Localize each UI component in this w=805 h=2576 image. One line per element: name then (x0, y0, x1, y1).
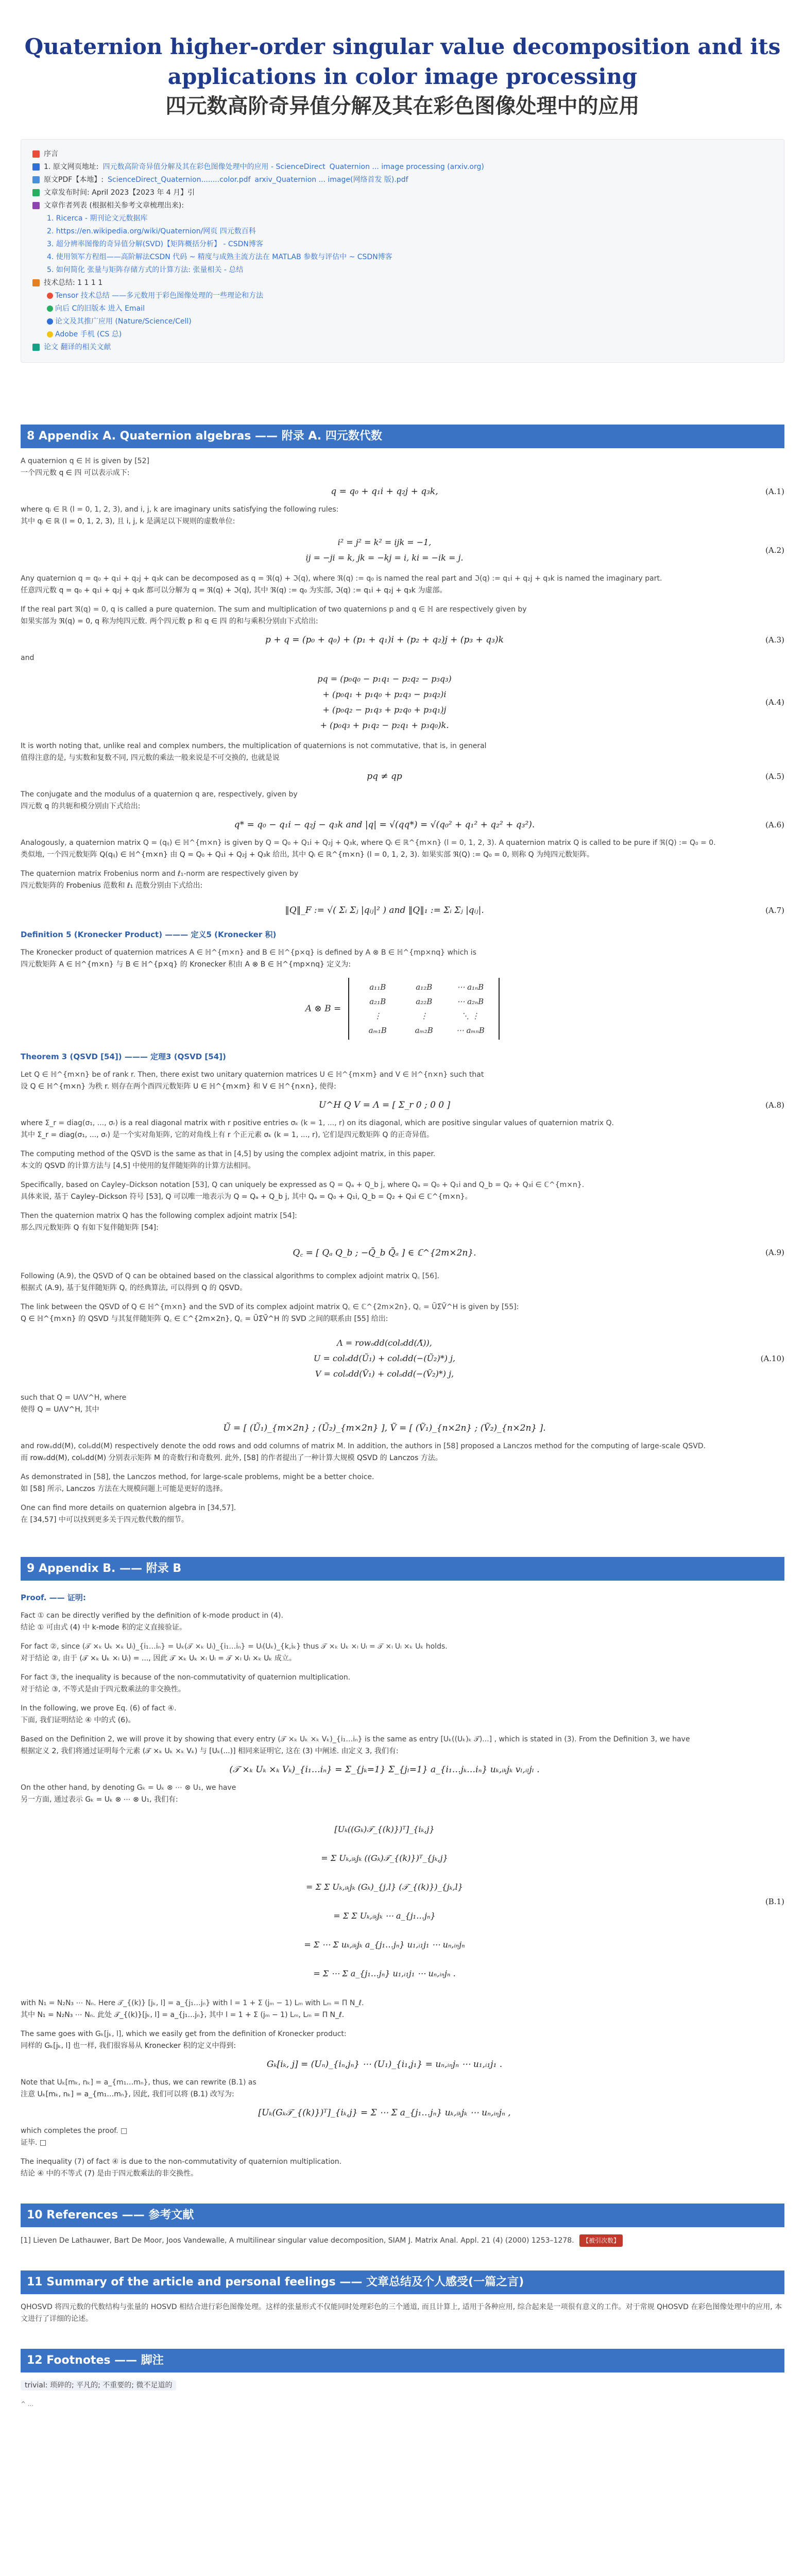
para-en: One can find more details on quaternion algebra in [34,57]. (21, 1504, 236, 1512)
para-zh: 对于结论 ③, 不等式是由于四元数乘法的非交换性。 (21, 1685, 185, 1693)
para-en: The same goes with Gₖ[jₖ, l], which we easily get from the definition of Kronecker product: (21, 2030, 347, 2038)
calendar-icon (32, 189, 40, 196)
para-zh: 注意 Uₖ[mₖ, nₖ] = a_{m₁…mₙ}, 因此, 我们可以将 (B.1) 改写为: (21, 2090, 234, 2098)
para-en: The computing method of the QSVD is the same as that in [4,5] by using the complex adjoint matrix, in this paper. (21, 1150, 436, 1158)
para-en: Following (A.9), the QSVD of Q can be obtained based on the classical algorithms to complex adjoint matrix Q꜀ [56]. (21, 1272, 439, 1280)
equation-line: = Σ ⋯ Σ uₖ,ᵢₖjₖ a_{j₁…jₙ} u₁,ᵢ₁j₁ ⋯ uₙ,ᵢₙjₙ (304, 1940, 465, 1950)
paragraph (21, 1301, 784, 1325)
para-en: Then the quaternion matrix Q has the following complex adjoint matrix [54]: (21, 1212, 297, 1220)
paragraph (21, 1641, 784, 1665)
paragraph (21, 740, 784, 764)
para-en: which completes the proof. □ (21, 2127, 128, 2135)
matrix-cell: a₁₂B (416, 982, 433, 992)
matrix-cell: ⋮ (420, 1011, 428, 1021)
info-item[interactable]: 4. 使用领军方程组——高阶解法CSDN 代码 ~ 精度与成熟主流方法在 MATLAB 参数与评估中 ~ CSDN博客 (47, 253, 392, 261)
paragraph (21, 1672, 784, 1696)
para-en: where Σ_r = diag(σ₁, ..., σᵣ) is a real diagonal matrix with r positive entries σₖ (k = 1, ..., r) on its diagonal, which are positive singular values of quaternion matrix Q. (21, 1119, 614, 1127)
star-icon (32, 279, 40, 286)
para-en: It is worth noting that, unlike real and complex numbers, the multiplication of quaternions is not commutative, that is, in general (21, 742, 487, 750)
para-en: For fact ③, the inequality is because of the non-commutativity of quaternion multiplication. (21, 1673, 351, 1682)
equation-body (21, 1335, 748, 1382)
para-en: The conjugate and the modulus of a quaternion q are, respectively, given by (21, 790, 298, 799)
paragraph (21, 1471, 784, 1495)
summary-label: 技术总结: 1 1 1 1 (44, 279, 103, 287)
para-en: Let Q ∈ ℍ^{m×n} be of rank r. Then, there exist two unitary quaternion matrices U ∈ ℍ^{m×m} and V ∈ ℍ^{n×n} such that (21, 1071, 484, 1079)
reference-item (21, 2234, 784, 2247)
info-row-2 (32, 174, 773, 187)
dot-icon (47, 318, 53, 325)
paragraph (21, 1392, 784, 1416)
matrix-cell: aₘ₁B (368, 1026, 387, 1035)
summary-item[interactable]: 论文及其推广应用 (Nature/Science/Cell) (55, 317, 192, 326)
info-row-2-label: 原文PDF【本地】: (44, 176, 104, 184)
kronecker-matrix (348, 978, 500, 1040)
paragraph (21, 504, 784, 528)
equation-number: (A.8) (765, 1100, 784, 1110)
para-en: Any quaternion q = q₀ + q₁i + q₂j + q₃k can be decomposed as q = ℜ(q) + ℑ(q), where ℜ(q) := q₀ is named the real part and ℑ(q) := q₁i + q₂j + q₃k is named the imaginary part. (21, 574, 662, 583)
reference-text: [1] Lieven De Lathauwer, Bart De Moor, Joos Vandewalle, A multilinear singular value decomposition, SIAM J. Matrix Anal. Appl. 21 (4) (2000) 1253–1278. (21, 2236, 574, 2245)
para-zh: 一个四元数 q ∈ 四 可以表示成下: (21, 469, 130, 477)
equation-number: (A.7) (765, 906, 784, 915)
para-zh: 本文的 QSVD 的计算方法与 [4,5] 中使用的复伴随矩阵的计算方法相同。 (21, 1162, 255, 1170)
para-zh: 如果实部为 ℜ(q) = 0, q 称为纯四元数. 两个四元数 p 和 q ∈ 四 的和与乘积分别由下式给出: (21, 617, 318, 625)
equation-number: (A.10) (760, 1354, 784, 1363)
equation-number: (A.2) (765, 546, 784, 555)
publish-date: 文章发布时间: April 2023【2023 年 4 月】引 (44, 189, 195, 197)
para-zh: Q ∈ ℍ^{m×n} 的 QSVD 与其复伴随矩阵 Q꜀ ∈ ℂ^{2m×2n}, Q꜀ = ŨΣ̃Ṽ^H 的 SVD 之间的联系由 [55] 给出: (21, 1315, 388, 1323)
para-zh: 证毕. □ (21, 2139, 47, 2147)
equation-body: (𝒯 ×ₖ Uₖ ×ₖ Vₖ)_{i₁…iₙ} = Σ_{jₖ=1} Σ_{jₗ=1} a_{i₁…jₖ…iₙ} uₖ,ᵢₖjₖ vₗ,ᵢₗjₗ . (229, 1765, 540, 1775)
equation-line: = Σ Uₖ,ᵢₖjₖ ((Gₖ)𝒯_{(k)})ᵀ_{jₖ,j} (321, 1853, 448, 1863)
para-zh: 结论 ① 可由式 (4) 中 k-mode 积的定义直接验证。 (21, 1623, 186, 1632)
footnote-item (21, 2380, 784, 2392)
equation-number: (A.5) (765, 772, 784, 781)
para-zh: 四元数 q 的共轭和模分别由下式给出: (21, 802, 141, 810)
equation-a6 (21, 820, 784, 830)
footnotes-title: 12 Footnotes —— 脚注 (21, 2349, 784, 2372)
para-zh: 其中 Σ_r = diag(σ₁, ..., σᵣ) 是一个实对角矩阵, 它的对角线上有 r 个正元素 σₖ (k = 1, ..., r), 它们是四元数矩阵 Q 的正奇异值。 (21, 1131, 434, 1139)
info-row-final (32, 341, 773, 354)
para-zh: 结论 ④ 中的不等式 (7) 是由于四元数乘法的非交换性。 (21, 2170, 198, 2178)
summary-item[interactable]: 向后 C的旧版本 进入 Email (55, 304, 145, 313)
info-row-3 (32, 187, 773, 199)
info-row-1 (32, 161, 773, 174)
para-en: Based on the Definition 2, we will prove it by showing that every entry (𝒯 ×ₖ Uₖ ×ₖ Vₖ)_{i₁…iₙ} is the same as entry [Uₖ((Uₖ)ₖ 𝒯)...] , which is stated in (3). From the Definition 3, we have (21, 1735, 690, 1743)
matrix-cell: aₘ₂B (415, 1026, 433, 1035)
info-box (21, 139, 784, 363)
summary-title: 11 Summary of the article and personal feelings —— 文章总结及个人感受(一篇之言) (21, 2270, 784, 2294)
para-en: Fact ① can be directly verified by the definition of k-mode product in (4). (21, 1612, 283, 1620)
para-zh: 四元数矩阵的 Frobenius 范数和 ℓ₁ 范数分别由下式给出: (21, 882, 203, 890)
summary-item[interactable]: Adobe 手机 (CS 总) (55, 330, 122, 338)
paragraph (21, 1148, 784, 1172)
definition-title: Definition 5 (Kronecker Product) ——— 定义5 (Kronecker 积) (21, 930, 277, 939)
equation-a9 (21, 1246, 784, 1258)
paragraph (21, 837, 784, 861)
paragraph (21, 1270, 784, 1294)
equation-b-main (21, 1765, 784, 1775)
title-zh: 四元数高阶奇异值分解及其在彩色图像处理中的应用 (165, 94, 640, 118)
equation-line: Λ = rowₒdd(colₒdd(Λ̃)), (337, 1338, 432, 1348)
equation-body: p + q = (p₀ + q₀) + (p₁ + q₁)i + (p₂ + q₂)j + (p₃ + q₃)k (265, 635, 504, 645)
para-zh: 设 Q ∈ ℍ^{m×n} 为秩 r. 则存在两个酉四元数矩阵 U ∈ ℍ^{m×m} 和 V ∈ ℍ^{n×n}, 使得: (21, 1082, 336, 1091)
para-zh: 根据定义 2, 我们将通过证明每个元素 (𝒯 ×ₖ Uₖ ×ₖ Vₖ) 与 [Uₖ(...)] 相同来证明它, 这在 (3) 中阐述. 由定义 3, 我们有: (21, 1747, 399, 1755)
equation-line: + (p₀q₁ + p₁q₀ + p₂q₃ − p₃q₂)i (322, 689, 447, 699)
paragraph (21, 455, 784, 479)
info-item[interactable]: 5. 如何简化 张量与矩阵存储方式的计算方法: 张量相关 - 总结 (47, 266, 244, 274)
equation-body: Ũ = [ (Ũ₁)_{m×2n} ; (Ũ₂)_{m×2n} ], Ṽ = [ (Ṽ₁)_{n×2n} ; (Ṽ₂)_{n×2n} ]. (223, 1423, 546, 1433)
para-en: The link between the QSVD of Q ∈ ℍ^{m×n} and the SVD of its complex adjoint matrix Q꜀ ∈ ℂ^{2m×2n}, Q꜀ = ŨΣ̃Ṽ^H is given by [55]: (21, 1303, 519, 1311)
authors-label: 文章作者列表 (根据相关参考文章梳理出来): (44, 201, 184, 210)
paragraph (21, 1610, 784, 1634)
equation-a4 (21, 671, 784, 733)
summary-items (32, 290, 773, 341)
link-icon (32, 163, 40, 171)
equation-line: ij = −ji = k, jk = −kj = i, ki = −ik = j. (305, 553, 464, 563)
para-zh: 根据式 (A.9), 基于复伴随矩阵 Q꜀ 的经典算法, 可以得到 Q 的 QSVD。 (21, 1284, 247, 1292)
equation-line: + (p₀q₃ + p₁q₂ − p₂q₁ + p₃q₀)k. (320, 720, 449, 730)
matrix-cell: ⋱ ⋮ (461, 1011, 479, 1021)
equation-a1 (21, 486, 784, 497)
para-en: On the other hand, by denoting Gₖ = Uₖ ⊗ ⋯ ⊗ U₁, we have (21, 1784, 236, 1792)
equation-number: (A.9) (765, 1247, 784, 1257)
matrix-cell: a₂₂B (416, 997, 433, 1006)
equation-line: = Σ ⋯ Σ a_{j₁…jₙ} u₁,ᵢ₁j₁ ⋯ uₙ,ᵢₙjₙ . (313, 1969, 456, 1978)
equation-number: (A.4) (765, 698, 784, 707)
equation-a11 (21, 1423, 784, 1433)
paragraph (21, 1703, 784, 1726)
equation-a10 (21, 1335, 784, 1382)
para-zh: 同样的 Gₖ[jₖ, l] 也一样, 我们很容易从 Kronecker 积的定义中得到: (21, 2042, 236, 2050)
para-en: For fact ②, since (𝒯 ×ₖ Uₖ ×ₖ Uₗ)_{i₁…iₙ} = Uₖ(𝒯 ×ₖ Uₗ)_{i₁…iₙ} = Uₗ(Uₖ)_{k,iₖ} thus 𝒯 ×ₖ Uₖ ×ₗ Uₗ = 𝒯 ×ₗ Uₗ ×ₖ Uₖ holds. (21, 1642, 448, 1651)
paragraph (21, 789, 784, 812)
equation-body: [Uₖ(Gₖ𝒯_{(k)})ᵀ]_{iₖ,j} = Σ ⋯ Σ a_{j₁…jₙ} uₖ,ᵢₖjₖ ⋯ uₙ,ᵢₙjₙ , (258, 2108, 511, 2118)
para-zh: 其中 N₁ = N₂N₃ ⋯ Nₙ. 此处 𝒯_{(k)}[jₖ, l] = a_{j₁…jₙ}, 其中 l = 1 + Σ (jₘ − 1) Lₘ, Lₘ = Π N_ℓ. (21, 2011, 345, 2019)
info-items (32, 212, 773, 277)
para-en: If the real part ℜ(q) = 0, q is called a pure quaternion. The sum and multiplication of two quaternions p and q ∈ ℍ are respectively given by (21, 605, 527, 614)
paragraph (21, 1997, 784, 2021)
paragraph (21, 947, 784, 971)
info-label-row (32, 148, 773, 161)
paragraph (21, 1440, 784, 1464)
matrix-cell: a₁₁B (369, 982, 386, 992)
info-label: 序言 (44, 150, 58, 158)
footnotes-section (21, 2349, 784, 2409)
paragraph (21, 1210, 784, 1234)
para-zh: 其中 qᵢ ∈ ℝ (l = 0, 1, 2, 3), 且 i, j, k 是满足以下规则的虚数单位: (21, 517, 235, 526)
footnote-text: trivial: 琐碎的; 平凡的; 不重要的; 微不足道的 (21, 2380, 176, 2391)
para-en: and rowₒdd(M), colₒdd(M) respectively denote the odd rows and odd columns of matrix M. In addition, the authors in [58] proposed a Lanczos method for the computing of large-scale QSVD. (21, 1442, 706, 1450)
para-zh: 那么四元数矩阵 Q 有如下复伴随矩阵 [54]: (21, 1224, 159, 1232)
article-content (21, 0, 784, 2409)
paragraph (21, 868, 784, 892)
paragraph (21, 1069, 784, 1093)
equation-line: V = colₒdd(Ṽ₁) + colₒdd(−(Ṽ₂)*) j, (315, 1369, 454, 1379)
kronecker-equation (21, 978, 784, 1040)
para-en: The quaternion matrix Frobenius norm and ℓ₁-norm are respectively given by (21, 870, 299, 878)
para-zh: 值得注意的是, 与实数和复数不同, 四元数的乘法一般来说是不可交换的, 也就是说 (21, 754, 280, 762)
equation-line: U = colₒdd(Ũ₁) + colₒdd(−(Ũ₂)*) j, (313, 1353, 456, 1363)
para-en: A quaternion q ∈ ℍ is given by [52] (21, 457, 149, 465)
equation-body: ‖Q‖_F := √( Σᵢ Σⱼ |qᵢⱼ|² ) and ‖Q‖₁ := Σᵢ Σⱼ |qᵢⱼ|. (285, 905, 484, 916)
para-zh: 具体来说, 基于 Cayley–Dickson 符号 [53], Q 可以唯一地表示为 Q = Qₐ + Q_b j, 其中 Qₐ = Q₀ + Q₁i, Q_b = Q₂ + Q₃i ∈ ℂ^{m×n}。 (21, 1193, 472, 1201)
para-en: The inequality (7) of fact ④ is due to the non-commutativity of quaternion multiplication. (21, 2158, 342, 2166)
footnote-line-2: ^ ... (21, 2400, 34, 2408)
source-link[interactable]: 四元数高阶奇异值分解及其在彩色图像处理中的应用 - ScienceDirect (102, 163, 326, 171)
info-item[interactable]: 1. Ricerca - 期刊论文元数据库 (47, 214, 148, 223)
para-zh: 类似地, 一个四元数矩阵 Q(qᵢⱼ) ∈ ℍ^{m×n} 由 Q = Q₀ + Q₁i + Q₂j + Q₃k 给出, 其中 Qₗ ∈ ℝ^{m×n} (l = 0, 1, 2, 3). 如果实部 ℜ(Q) := Q₀ = 0, 则称 Q 为纯四元数矩阵。 (21, 851, 594, 859)
equation-b4 (21, 2108, 784, 2118)
equation-line: = Σ Σ Uₖ,ᵢₖjₖ ⋯ a_{j₁…jₙ} (333, 1911, 436, 1921)
paragraph (21, 1179, 784, 1203)
info-row-summary (32, 277, 773, 290)
para-zh: 如 [58] 所示, Lanczos 方法在大规模问题上可能是更好的选择。 (21, 1485, 228, 1493)
equation-b3 (21, 2059, 784, 2070)
theorem-title: Theorem 3 (QSVD [54]) ——— 定理3 (QSVD [54]) (21, 1052, 226, 1061)
pdf-icon (32, 176, 40, 183)
summary-item[interactable]: Tensor 技术总结 ——多元数用于彩色图像处理的一些理论和方法 (55, 292, 264, 300)
page-title (21, 32, 784, 121)
equation-line: [Uₖ((Gₖ)𝒯_{(k)})ᵀ]_{iₖ,j} (334, 1824, 435, 1834)
paragraph (21, 2156, 784, 2180)
references-title: 10 References —— 参考文献 (21, 2204, 784, 2227)
appendix-a-title: 8 Appendix A. Quaternion algebras —— 附录 A. 四元数代数 (21, 425, 784, 448)
equation-line: pq = (p₀q₀ − p₁q₁ − p₂q₂ − p₃q₃) (317, 674, 452, 684)
dot-icon (47, 331, 53, 337)
book-icon (32, 344, 40, 351)
para-zh: 四元数矩阵 A ∈ ℍ^{m×n} 与 B ∈ ℍ^{p×q} 的 Kronecker 积由 A ⊗ B ∈ ℍ^{mp×nq} 定义为: (21, 960, 351, 969)
matrix-cell: ⋯ a₁ₙB (457, 982, 484, 992)
arxiv-link[interactable]: Quaternion ... image processing (arxiv.org) (329, 163, 484, 171)
summary-text: QHOSVD 将四元数的代数结构与张量的 HOSVD 相结合进行彩色图像处理。这样的张量形式不仅能同时处理彩色的三个通道, 而且计算上, 适用于各种应用, 综合起来是一项很有意义的工作。对于常规 QHOSVD 在彩色图像处理中的应用, 本文进行了详细的论述。 (21, 2303, 782, 2323)
and-label: and (21, 654, 35, 662)
final-link[interactable]: 论文 翻译的相关文献 (44, 343, 111, 351)
appendix-b-section (21, 1557, 784, 2180)
para-en: with N₁ = N₂N₃ ⋯ Nₙ. Here 𝒯_{(k)} [jₖ, l] = a_{j₁…jₙ} with l = 1 + Σ (jₘ − 1) Lₘ with Lₘ = Π N_ℓ. (21, 1999, 364, 2007)
kron-lhs: A ⊗ B = (305, 1004, 341, 1014)
info-item[interactable]: 2. https://en.wikipedia.org/wiki/Quaternion/网页 四元数百科 (47, 227, 256, 235)
info-row-4 (32, 199, 773, 212)
paragraph (21, 1782, 784, 1806)
para-zh: 在 [34,57] 中可以找到更多关于四元数代数的细节。 (21, 1516, 189, 1524)
para-en: Note that Uₖ[mₖ, nₖ] = a_{m₁…mₙ}, thus, we can rewrite (B.1) as (21, 2078, 256, 2087)
dot-icon (47, 293, 53, 299)
citation-badge: 【被引次数】 (579, 2234, 623, 2247)
equation-line: i² = j² = k² = ijk = −1, (337, 537, 432, 547)
equation-a8 (21, 1100, 784, 1110)
equation-number: (A.6) (765, 820, 784, 829)
para-en: In the following, we prove Eq. (6) of fact ④. (21, 1704, 177, 1713)
equation-body: Q꜀ = [ Qₐ Q_b ; −Q̄_b Q̄ₐ ] ∈ ℂ^{2m×2n}. (293, 1248, 476, 1258)
appendix-a-section (21, 425, 784, 1526)
equation-number: (A.1) (765, 487, 784, 496)
title-en: Quaternion higher-order singular value decomposition and its applications in color image processing (24, 34, 781, 89)
paragraph (21, 604, 784, 628)
equation-body: U^H Q V = Λ = [ Σ_r 0 ; 0 0 ] (318, 1100, 451, 1110)
references-section (21, 2204, 784, 2247)
para-en: Analogously, a quaternion matrix Q = (qᵢⱼ) ∈ ℍ^{m×n} is given by Q = Q₀ + Q₁i + Q₂j + Q₃k, where Qₗ ∈ ℝ^{m×n} (l = 0, 1, 2, 3). A quaternion matrix Q is called to be pure if ℜ(Q) := Q₀ = 0. (21, 839, 716, 847)
user-icon (32, 202, 40, 209)
summary-section (21, 2270, 784, 2325)
pdf-link-2[interactable]: arxiv_Quaternion ... image(网络首发 版).pdf (254, 176, 408, 184)
equation-a5 (21, 771, 784, 782)
matrix-cell: ⋯ aₘₙB (456, 1026, 485, 1035)
para-en: where qᵢ ∈ ℝ (l = 0, 1, 2, 3), and i, j, k are imaginary units satisfying the following rules: (21, 505, 339, 514)
equation-b1 (21, 1815, 784, 1988)
paragraph (21, 1502, 784, 1526)
equation-body (21, 671, 748, 733)
bookmark-icon (32, 150, 40, 158)
equation-body: q = q₀ + q₁i + q₂j + q₃k, (331, 486, 438, 497)
equation-a3 (21, 635, 784, 645)
equation-body: Gₖ[iₖ, j] = (Uₙ)_{iₙ,jₙ} ⋯ (U₁)_{i₁,j₁} = uₙ,ᵢₙjₙ ⋯ u₁,ᵢ₁j₁ . (266, 2059, 503, 2070)
para-en: Specifically, based on Cayley–Dickson notation [53], Q can uniquely be expressed as Q = Qₐ + Q_b j, where Qₐ = Q₀ + Q₁i and Q_b = Q₂ + Q₃i ∈ ℂ^{m×n}. (21, 1181, 585, 1189)
para-en: The Kronecker product of quaternion matrices A ∈ ℍ^{m×n} and B ∈ ℍ^{p×q} is defined by A ⊗ B ∈ ℍ^{mp×nq} which is (21, 948, 476, 957)
equation-a7 (21, 905, 784, 916)
equation-line: + (p₀q₂ − p₁q₃ + p₂q₀ + p₃q₁)j (322, 705, 447, 715)
matrix-cell: a₂₁B (369, 997, 386, 1006)
paragraph (21, 2125, 784, 2149)
equation-body (21, 535, 748, 566)
equation-number: (A.3) (765, 635, 784, 645)
para-zh: 任意四元数 q = q₀ + q₁i + q₂j + q₃k 都可以分解为 q = ℜ(q) + ℑ(q), 其中 ℜ(q) := q₀ 为实部, ℑ(q) := q₁i + q₂j + q₃k 为虚部。 (21, 586, 447, 595)
equation-body: q* = q₀ − q₁i − q₂j − q₃k and |q| = √(qq*) = √(q₀² + q₁² + q₂² + q₃²). (234, 820, 535, 830)
pdf-link[interactable]: ScienceDirect_Quaternion........color.pdf (108, 176, 251, 184)
paragraph (21, 1734, 784, 1757)
para-en: As demonstrated in [58], the Lanczos method, for large-scale problems, might be a better choice. (21, 1473, 374, 1481)
para-zh: 下面, 我们证明结论 ④ 中的式 (6)。 (21, 1716, 135, 1724)
equation-a2 (21, 535, 784, 566)
para-zh: 使得 Q = UΛV^H, 其中 (21, 1405, 99, 1414)
appendix-b-title: 9 Appendix B. —— 附录 B (21, 1557, 784, 1581)
equation-body (21, 1815, 748, 1988)
dot-icon (47, 306, 53, 312)
para-zh: 而 rowₒdd(M), colₒdd(M) 分别表示矩阵 M 的奇数行和奇数列. 此外, [58] 的作者提出了一种计算大规模 QSVD 的 Lanczos 方法。 (21, 1454, 442, 1462)
equation-line: = Σ Σ Uₖ,ᵢₖjₖ (Gₖ)_{j,l} (𝒯_{(k)})_{jₖ,l} (306, 1882, 463, 1892)
proof-title: Proof. —— 证明: (21, 1593, 86, 1602)
paragraph (21, 573, 784, 597)
equation-body (21, 978, 784, 1040)
info-item[interactable]: 3. 超分辨率图像的奇异值分解(SVD)【矩阵概括分析】 - CSDN博客 (47, 240, 263, 248)
paragraph (21, 2077, 784, 2100)
matrix-cell: ⋯ a₂ₙB (457, 997, 484, 1006)
equation-body: pq ≠ qp (367, 771, 402, 782)
info-row-1-label: 1. 原文网页地址: (44, 163, 99, 171)
matrix-cell: ⋮ (373, 1011, 382, 1021)
paragraph (21, 2028, 784, 2052)
para-zh: 另一方面, 通过表示 Gₖ = Uₖ ⊗ ⋯ ⊗ U₁, 我们有: (21, 1795, 178, 1804)
paragraph (21, 1117, 784, 1141)
equation-number: (B.1) (765, 1897, 784, 1906)
para-en: such that Q = UΛV^H, where (21, 1394, 127, 1402)
para-zh: 对于结论 ②, 由于 (𝒯 ×ₖ Uₖ ×ₗ Uₗ) = ..., 因此 𝒯 ×ₖ Uₖ ×ₗ Uₗ = 𝒯 ×ₗ Uₗ ×ₖ Uₖ 成立。 (21, 1654, 296, 1663)
